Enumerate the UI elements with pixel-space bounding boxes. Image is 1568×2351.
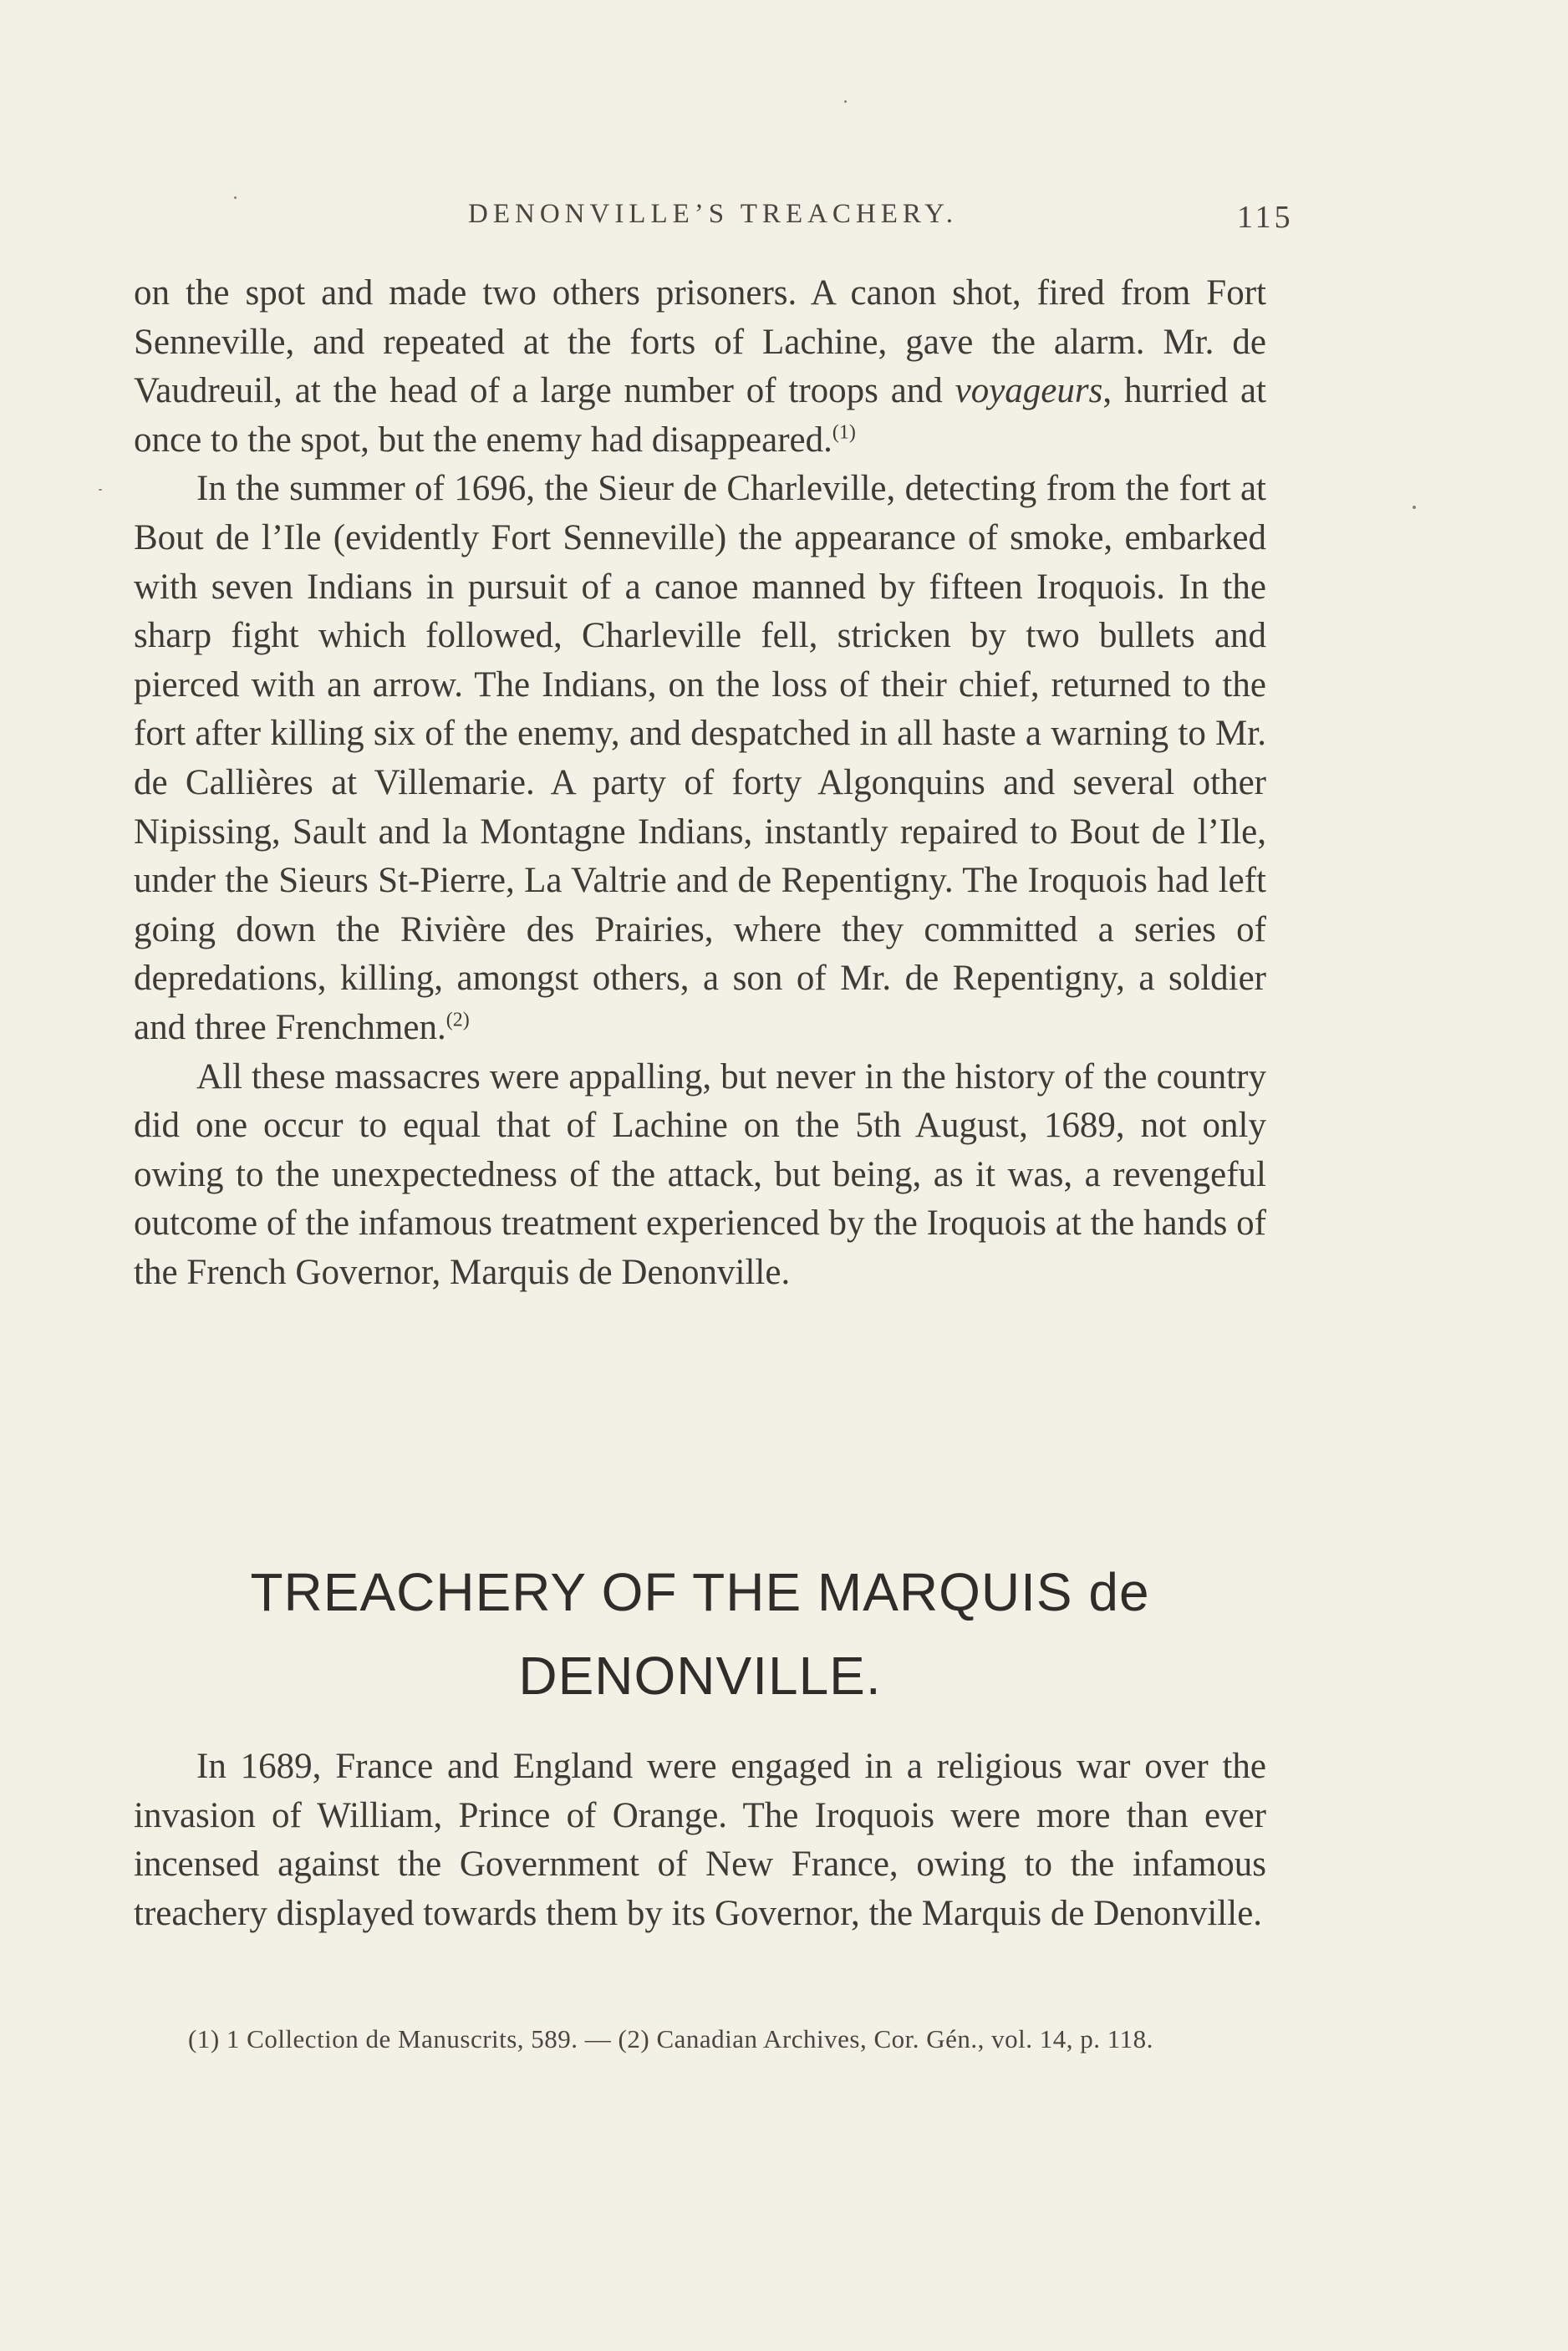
- footnote-ref-1: (1): [832, 421, 856, 444]
- page-number: 115: [1237, 200, 1294, 235]
- paragraph-continued: [134, 269, 1266, 465]
- paragraph-text: In the summer of 1696, the Sieur de Charleville, detecting from the fort at Bout de l’Ile (evidently Fort Senneville) the appearance of smoke, embarked with seven Indians in pursuit of a canoe manned by fifteen Iroquois. In the sharp fight which followed, Charleville fell, stricken by two bullets and pierced with an arrow. The Indians, on the loss of their chief, returned to the fort after killing six of the enemy, and despatched in all haste a warning to Mr. de Callières at Villemarie. A party of forty Algonquins and several other Nipissing, Sault and la Montagne Indians, instantly repaired to Bout de l’Ile, under the Sieurs St-Pierre, La Valtrie and de Repentigny. The Iroquois had left going down the Rivière des Prairies, where they committed a series of depredations, killing, amongst others, a son of Mr. de Repentigny, a soldier and three Frenchmen.: [134, 469, 1266, 1047]
- paragraph-1689: In 1689, France and England were engaged in a religious war over the invasion of William, Prince of Orange. The Iroquois were more than ever incensed against the Government of New France, owing to the infamous treachery displayed towards them by its Governor, the Marquis de Denonville.: [134, 1747, 1266, 1933]
- paper-speck: [844, 100, 847, 103]
- paper-speck: [99, 489, 102, 491]
- section-heading-line-2: DENONVILLE.: [518, 1646, 882, 1706]
- paper-speck: [1413, 506, 1416, 509]
- paragraph-charleville: [134, 465, 1266, 1052]
- section-heading: [134, 1550, 1266, 1717]
- running-title: DENONVILLE’S TREACHERY.: [468, 199, 958, 229]
- footnote-ref-2: (2): [445, 1009, 470, 1031]
- paper-speck: [234, 196, 237, 199]
- paragraph-massacres: All these massacres were appalling, but never in the history of the country did one occur to equal that of Lachine on the 5th August, 1689, not only owing to the unexpectedness of the attack, but being, as it was, a revengeful outcome of the infamous treatment experienced by the Iroquois at the hands of the French Governor, Marquis de Denonville.: [134, 1056, 1266, 1292]
- paragraph-text: on the spot and made two others prisoners. A canon shot, fired from Fort Senneville, and repeated at the forts of Lachine, gave the alarm. Mr. de Vaudreuil, at the head of a large number of troops and: [134, 273, 1266, 411]
- section-body-text: [134, 1743, 1266, 1938]
- footnotes: (1) 1 Collection de Manuscrits, 589. — (2) Canadian Archives, Cor. Gén., vol. 14, p. 118.: [188, 2024, 1153, 2053]
- body-text: [134, 269, 1266, 1297]
- italic-term: voyageurs: [955, 371, 1103, 411]
- paragraph-text: , hurried at once to the spot, but the enemy had disappeared.: [134, 371, 1266, 460]
- running-head: [0, 199, 1568, 249]
- section-heading-line-1: TREACHERY OF THE MARQUIS de: [250, 1562, 1150, 1622]
